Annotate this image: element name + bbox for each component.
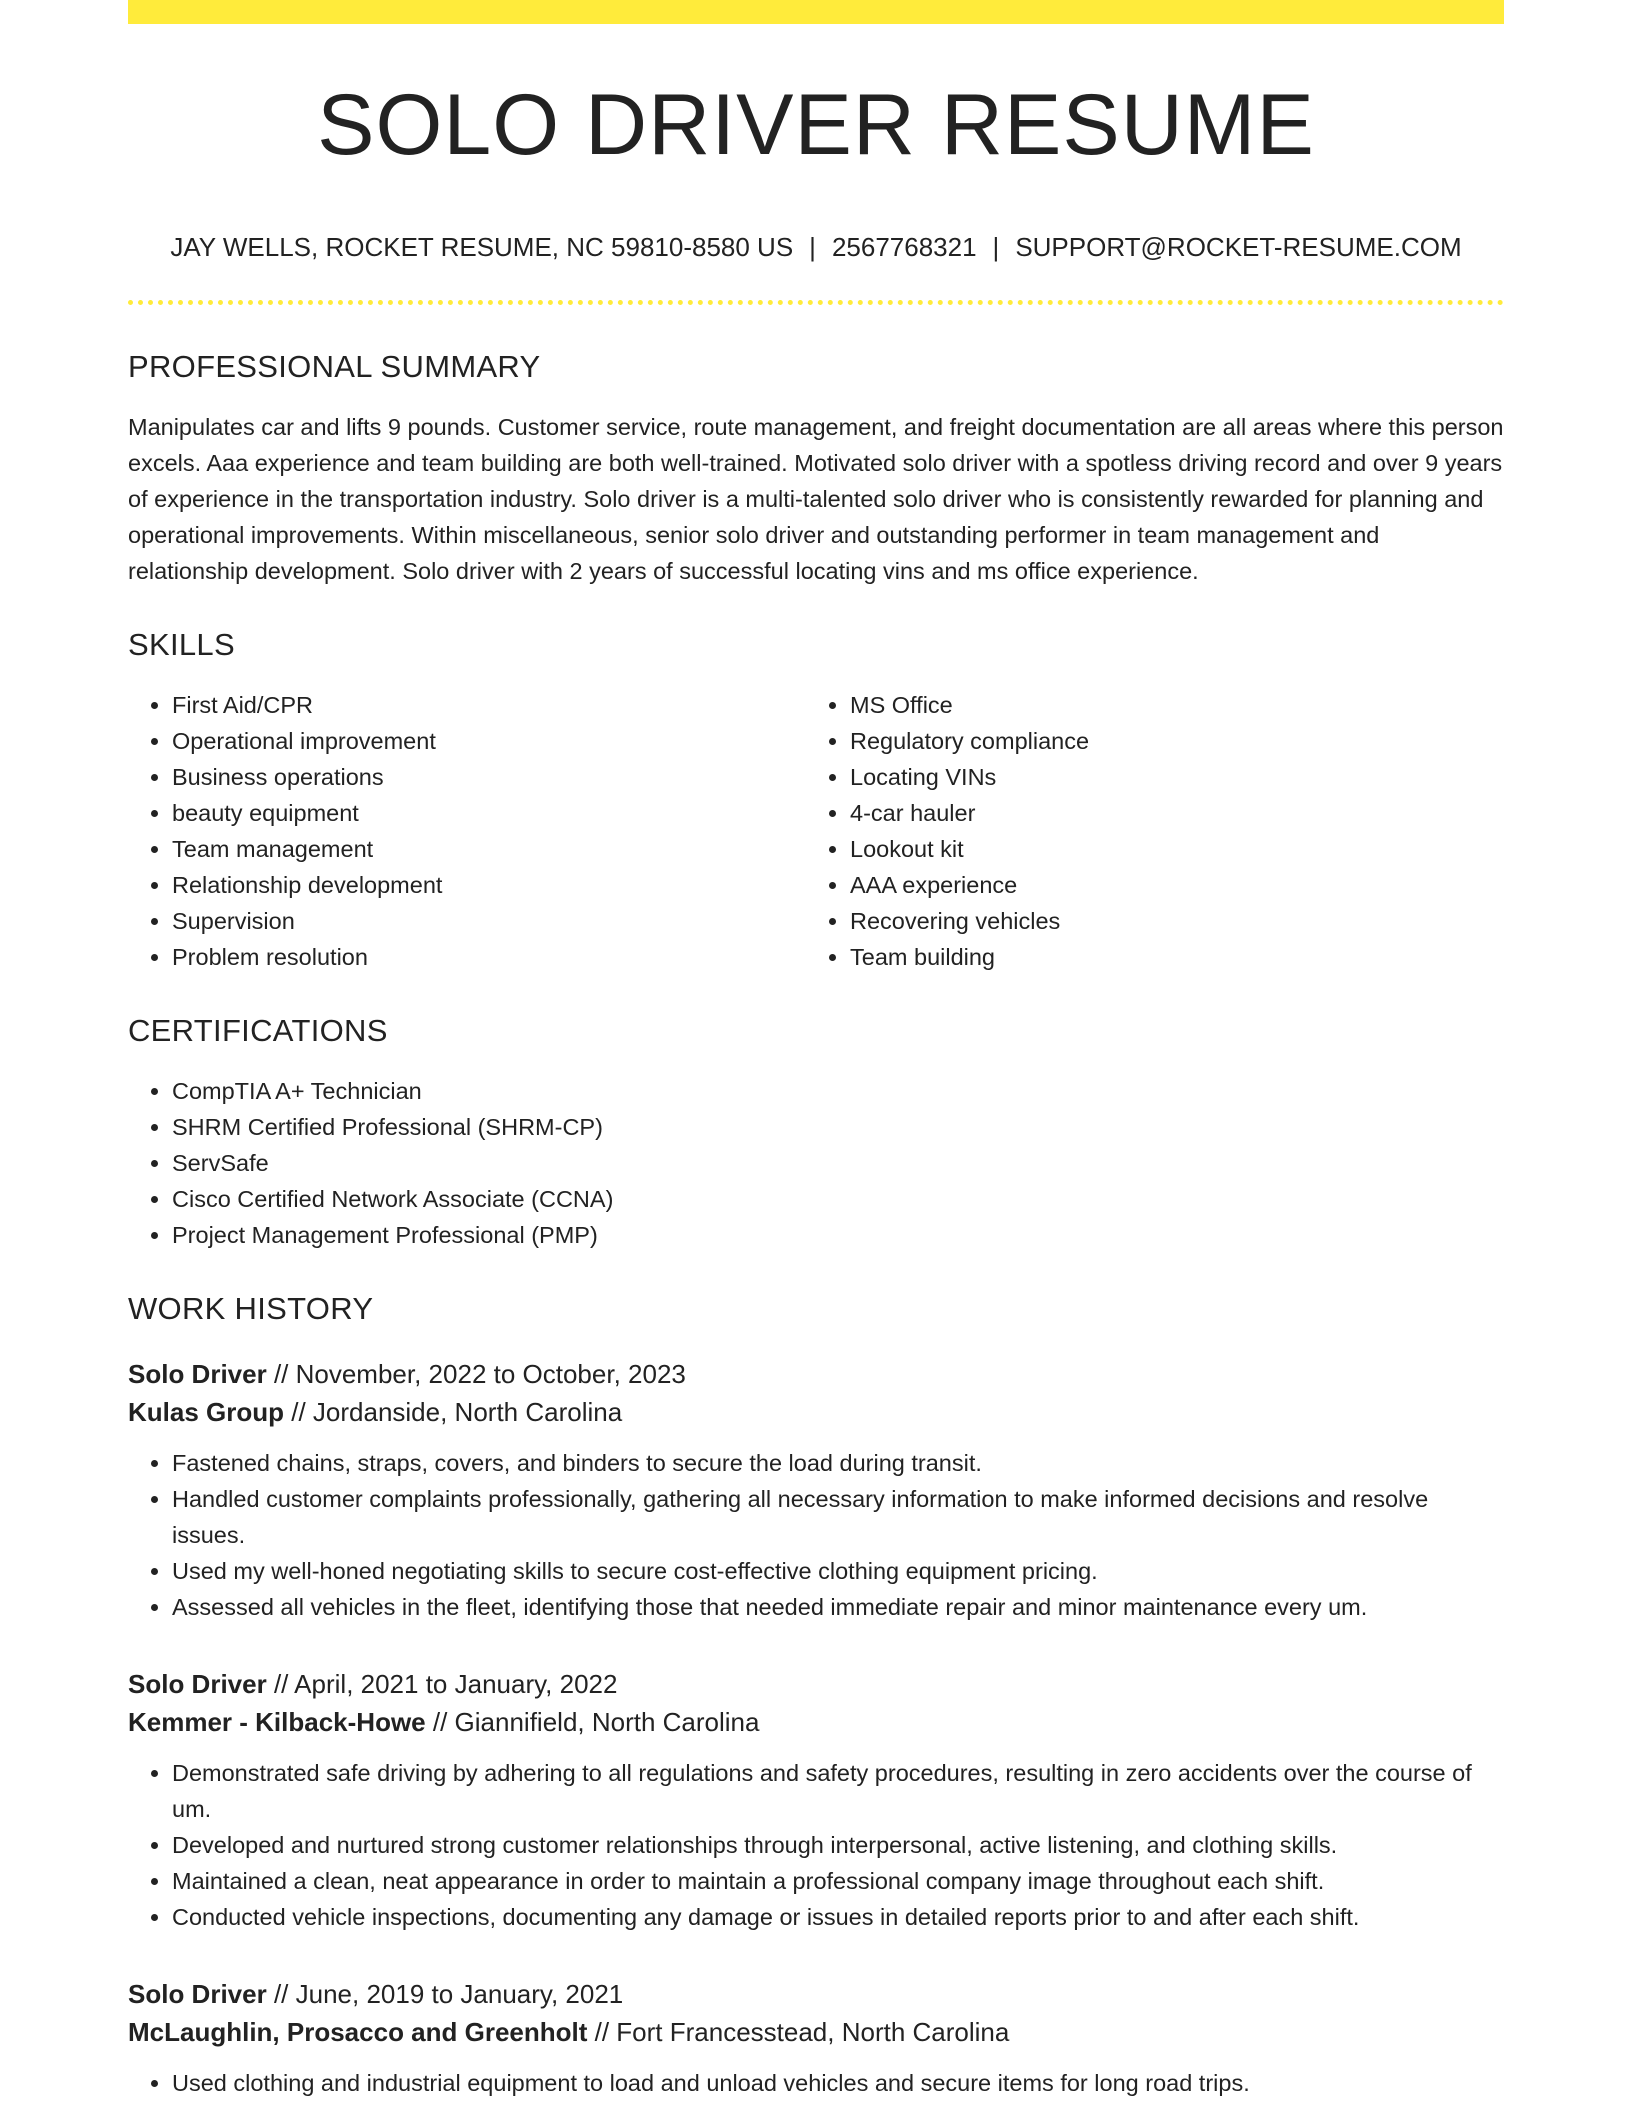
job-entry xyxy=(128,1355,1504,1625)
certification-item: • CompTIA A+ Technician xyxy=(172,1073,1504,1109)
certifications-list xyxy=(128,1073,1504,1253)
top-accent-bar xyxy=(128,0,1504,24)
job-bullets xyxy=(128,2065,1504,2101)
skill-item: • Team management xyxy=(172,831,806,867)
contact-separator: | xyxy=(992,232,1000,262)
job-bullet: • Assessed all vehicles in the fleet, identifying those that needed immediate repair and minor maintenance every um. xyxy=(172,1589,1504,1625)
job-location: // Giannifield, North Carolina xyxy=(425,1707,760,1737)
job-company: McLaughlin, Prosacco and Greenholt xyxy=(128,2017,588,2047)
job-title: Solo Driver xyxy=(128,1669,267,1699)
contact-phone: 2567768321 xyxy=(831,232,977,262)
skills-columns xyxy=(128,687,1504,975)
certification-item: • SHRM Certified Professional (SHRM-CP) xyxy=(172,1109,1504,1145)
job-bullet: • Used clothing and industrial equipment to load and unload vehicles and secure items for long road trips. xyxy=(172,2065,1504,2101)
skill-item: • First Aid/CPR xyxy=(172,687,806,723)
dotted-divider xyxy=(128,300,1504,305)
work-history-heading: WORK HISTORY xyxy=(128,1291,374,1326)
skill-item: • Regulatory compliance xyxy=(850,723,1484,759)
contact-address: JAY WELLS, ROCKET RESUME, NC 59810-8580 US xyxy=(170,232,794,262)
job-dates: // November, 2022 to October, 2023 xyxy=(266,1359,686,1389)
job-title-line xyxy=(128,1665,1504,1703)
contact-email: SUPPORT@ROCKET-RESUME.COM xyxy=(1015,232,1462,262)
job-bullet: • Maintained a clean, neat appearance in order to maintain a professional company image throughout each shift. xyxy=(172,1863,1504,1899)
skills-left-list xyxy=(128,687,806,975)
skill-item: • Problem resolution xyxy=(172,939,806,975)
skill-item: • Locating VINs xyxy=(850,759,1484,795)
skill-item: • Team building xyxy=(850,939,1484,975)
skill-item: • Operational improvement xyxy=(172,723,806,759)
skill-item: • Business operations xyxy=(172,759,806,795)
certifications-heading: CERTIFICATIONS xyxy=(128,1013,388,1048)
job-company-line xyxy=(128,1703,1504,1741)
job-bullet: • Used my well-honed negotiating skills to secure cost-effective clothing equipment pricing. xyxy=(172,1553,1504,1589)
skills-right-list xyxy=(806,687,1484,975)
skill-item: • Supervision xyxy=(172,903,806,939)
summary-text: Manipulates car and lifts 9 pounds. Customer service, route management, and freight documentation are all areas where this person excels. Aaa experience and team building are both well-trained. Motivated solo driver with a spotless driving record and over 9 years of experience in the transportation industry. Solo driver is a multi-talented solo driver who is consistently rewarded for planning and operational improvements. Within miscellaneous, senior solo driver and outstanding performer in team management and relationship development. Solo driver with 2 years of successful locating vins and ms office experience. xyxy=(128,414,1504,584)
skills-heading: SKILLS xyxy=(128,627,235,662)
skill-item: • AAA experience xyxy=(850,867,1484,903)
job-company-line xyxy=(128,2013,1504,2051)
job-title: Solo Driver xyxy=(128,1359,267,1389)
job-location: // Fort Francesstead, North Carolina xyxy=(587,2017,1010,2047)
job-bullets xyxy=(128,1445,1504,1625)
summary-heading: PROFESSIONAL SUMMARY xyxy=(128,349,541,384)
skill-item: • Lookout kit xyxy=(850,831,1484,867)
job-title: Solo Driver xyxy=(128,1979,267,2009)
job-bullet: • Handled customer complaints professionally, gathering all necessary information to make informed decisions and resolve issues. xyxy=(172,1481,1504,1553)
job-title-line xyxy=(128,1355,1504,1393)
skill-item: • Relationship development xyxy=(172,867,806,903)
resume-page xyxy=(128,0,1504,2101)
job-bullet: • Developed and nurtured strong customer relationships through interpersonal, active listening, and clothing skills. xyxy=(172,1827,1504,1863)
job-location: // Jordanside, North Carolina xyxy=(284,1397,623,1427)
job-bullet: • Demonstrated safe driving by adhering to all regulations and safety procedures, resulting in zero accidents over the course of um. xyxy=(172,1755,1504,1827)
certification-item: • Cisco Certified Network Associate (CCNA) xyxy=(172,1181,1504,1217)
job-dates: // June, 2019 to January, 2021 xyxy=(266,1979,624,2009)
job-company: Kemmer - Kilback-Howe xyxy=(128,1707,426,1737)
contact-line xyxy=(128,234,1504,260)
skill-item: • beauty equipment xyxy=(172,795,806,831)
job-entry xyxy=(128,1975,1504,2101)
job-company: Kulas Group xyxy=(128,1397,285,1427)
skill-item: • MS Office xyxy=(850,687,1484,723)
skill-item: • 4-car hauler xyxy=(850,795,1484,831)
certification-item: • Project Management Professional (PMP) xyxy=(172,1217,1504,1253)
job-company-line xyxy=(128,1393,1504,1431)
contact-separator: | xyxy=(809,232,816,262)
skill-item: • Recovering vehicles xyxy=(850,903,1484,939)
job-bullets xyxy=(128,1755,1504,1935)
certification-item: • ServSafe xyxy=(172,1145,1504,1181)
job-bullet: • Conducted vehicle inspections, documenting any damage or issues in detailed reports prior to and after each shift. xyxy=(172,1899,1504,1935)
resume-title: SOLO DRIVER RESUME xyxy=(317,77,1315,173)
job-entry xyxy=(128,1665,1504,1935)
job-title-line xyxy=(128,1975,1504,2013)
job-bullet: • Fastened chains, straps, covers, and binders to secure the load during transit. xyxy=(172,1445,1504,1481)
job-dates: // April, 2021 to January, 2022 xyxy=(266,1669,618,1699)
